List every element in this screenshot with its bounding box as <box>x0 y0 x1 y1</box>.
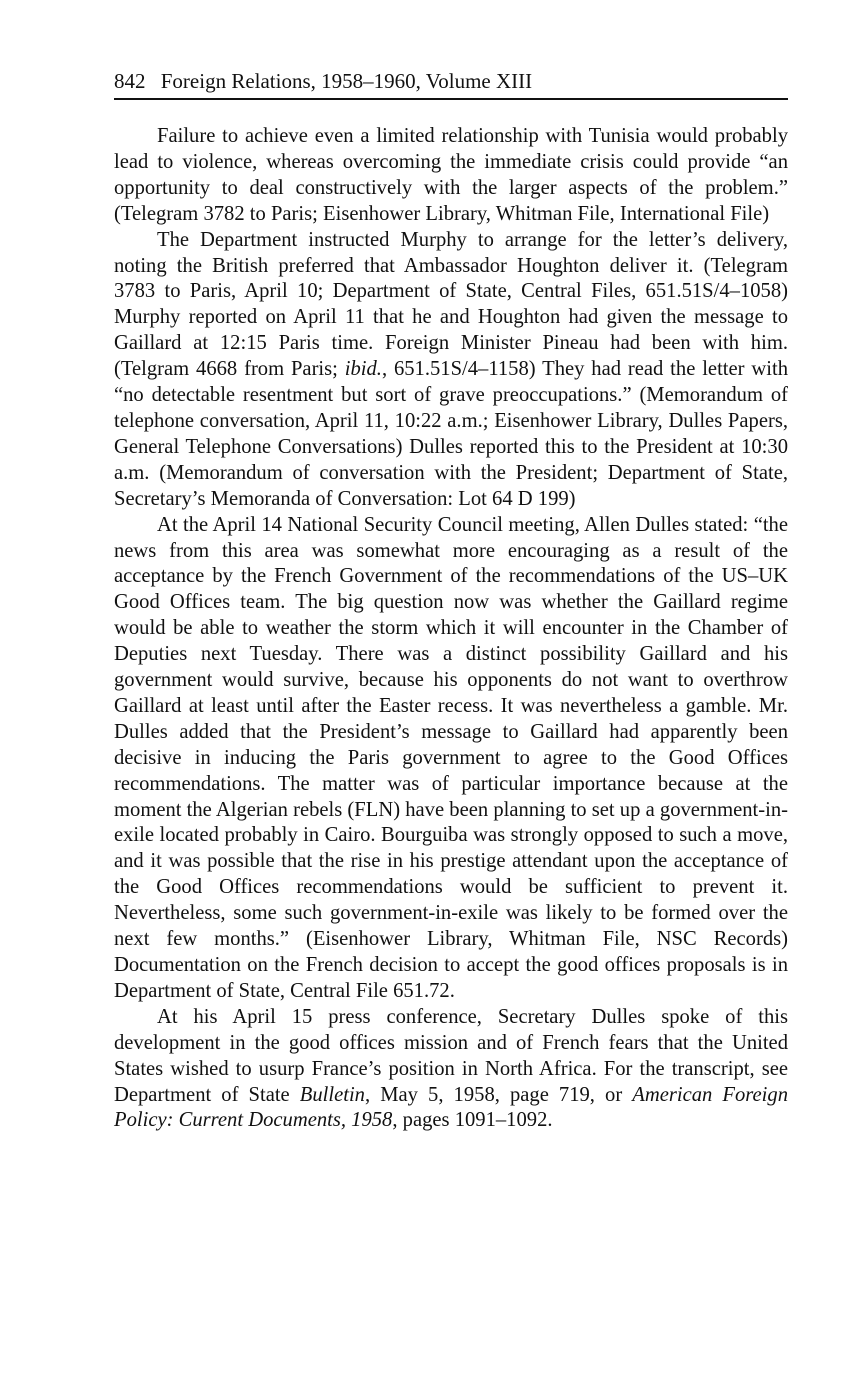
body-text <box>114 124 788 1134</box>
paragraph <box>114 1005 788 1135</box>
paragraph-italic-text: American Foreign Policy: Current Documents, 1958 <box>114 1083 788 1132</box>
running-head <box>114 66 788 100</box>
paragraph-italic-text: Bulletin <box>299 1083 365 1106</box>
paragraph-text: , 651.51S/4–1158) They had read the letter with “no detectable resentment but sort of grave preoccupations.” (Memorandum of telephone conversation, April 11, 10:22 a.m.; Eisenhower Library, Dulles Papers, General Telephone Conversations) Dulles reported this to the President at 10:30 a.m. (Memorandum of conversation with the President; Department of State, Secretary’s Memoranda of Conversation: Lot 64 D 199) <box>114 358 788 510</box>
paragraph-italic-text: ibid. <box>344 358 382 381</box>
paragraph-text: , pages 1091–1092. <box>392 1109 553 1132</box>
paragraph-text: At the April 14 National Security Council meeting, Allen Dulles stated: “the news from this area was somewhat more encouraging as a result of the acceptance by the French Government of the recommendations of the US–UK Good Offices team. The big question now was whether the Gaillard regime would be able to weather the storm which it will encounter in the Chamber of Deputies next Tuesday. There was a distinct possibility Gaillard and his government would survive, because his opponents do not want to overthrow Gaillard at least until after the Easter recess. It was nevertheless a gamble. Mr. Dulles added that the President’s message to Gaillard had apparently been decisive in inducing the Paris government to agree to the Good Offices recommendations. The matter was of particular importance because at the moment the Algerian rebels (FLN) have been planning to set up a government-in-exile located probably in Cairo. Bourguiba was strongly opposed to such a move, and it was possible that the rise in his prestige attendant upon the acceptance of the Good Offices recommendations would be sufficient to prevent it. Nevertheless, some such government-in-exile was likely to be formed over the next few months.” (Eisenhower Library, Whitman File, NSC Records) Documentation on the French decision to accept the good offices proposals is in Department of State, Central File 651.72. <box>114 513 788 1002</box>
paragraph <box>114 228 788 513</box>
paragraph-text: Failure to achieve even a limited relationship with Tunisia would probably lead to violence, whereas overcoming the immediate crisis could provide “an opportunity to deal constructively with the larger aspects of the problem.” (Telegram 3782 to Paris; Eisenhower Library, Whitman File, International File) <box>114 125 788 225</box>
paragraph-text: The Department instructed Murphy to arrange for the letter’s delivery, noting the British preferred that Ambassador Houghton deliver it. (Telegram 3783 to Paris, April 10; Department of State, Central Files, 651.51S/4–1058) Murphy reported on April 11 that he and Houghton had given the message to Gaillard at 12:15 Paris time. Foreign Minister Pineau had been with him. (Telgram 4668 from Paris; <box>114 228 788 381</box>
paragraph-text: At his April 15 press conference, Secretary Dulles spoke of this development in the good offices mission and of French fears that the United States wished to usurp France’s position in North Africa. For the transcript, see Department of State <box>114 1005 788 1106</box>
page-number: 842 <box>114 69 146 93</box>
paragraph <box>114 124 788 228</box>
paragraph-text: , May 5, 1958, page 719, or <box>364 1083 633 1106</box>
book-title: Foreign Relations, 1958–1960, Volume XIII <box>160 69 533 93</box>
paragraph <box>114 513 788 1005</box>
